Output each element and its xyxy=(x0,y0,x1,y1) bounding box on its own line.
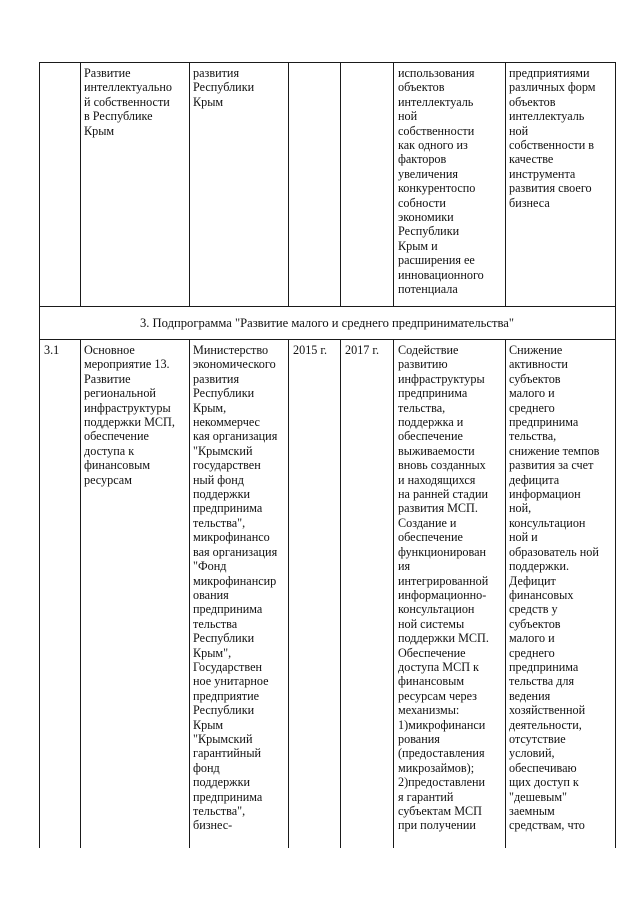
executor-cell: Министерство экономического развития Республики Крым, некоммерчес кая организация "Крымский государствен ный фонд поддержки предпринима тельства", микрофинансо вая организация "Фонд микрофинансир ования предпринима тельства Республики Крым", Государствен ное унитарное предприятие Республики Крым "Крымский гарантийный фонд поддержки предпринима тельства", бизнес- xyxy=(193,343,278,833)
col-border-5-upper xyxy=(393,62,394,306)
table-right-border xyxy=(615,62,616,848)
col-border-4-upper xyxy=(340,62,341,306)
cont-result-cell: использования объектов интеллектуаль ной собственности как одного из факторов увеличения конкурентоспо собности экономики Республики Крым и расширения ее инновационного потенциала xyxy=(398,66,484,297)
row-number-cell: 3.1 xyxy=(44,343,60,357)
col-border-2-upper xyxy=(189,62,190,306)
row-divider-upper xyxy=(39,306,616,307)
col-border-5-lower xyxy=(393,339,394,848)
col-border-6-lower xyxy=(505,339,506,848)
measure-cell: Основное мероприятие 13. Развитие региональной инфраструктуры поддержки МСП, обеспечение доступа к финансовым ресурсам xyxy=(84,343,175,487)
end-year-cell: 2017 г. xyxy=(345,343,380,357)
col-border-1-lower xyxy=(80,339,81,848)
subprogram-title: 3. Подпрограмма "Развитие малого и среднего предпринимательства" xyxy=(139,316,515,330)
start-year-cell: 2015 г. xyxy=(293,343,328,357)
result-cell: Содействие развитию инфраструктуры предпринима тельства, поддержка и обеспечение выживаемости вновь созданных и находящихся на ранней стадии развития МСП. Создание и обеспечение функционирован ия интегрированной информационно- консультацион ной системы поддержки МСП. Обеспечение доступа МСП к финансовым ресурсам через механизмы: 1)микрофинанси рования (предоставления микрозаймов); 2)предоставлени я гарантий субъектам МСП при получении xyxy=(398,343,489,833)
col-border-6-upper xyxy=(505,62,506,306)
table-left-border xyxy=(39,62,40,848)
col-border-3-lower xyxy=(288,339,289,848)
cont-consequence-cell: предприятиями различных форм объектов интеллектуаль ной собственности в качестве инструмента развития своего бизнеса xyxy=(509,66,596,210)
col-border-3-upper xyxy=(288,62,289,306)
table-top-border xyxy=(39,62,616,63)
cont-executor-cell: развития Республики Крым xyxy=(193,66,255,109)
section-divider xyxy=(39,339,616,340)
col-border-2-lower xyxy=(189,339,190,848)
col-border-1-upper xyxy=(80,62,81,306)
col-border-4-lower xyxy=(340,339,341,848)
cont-measure-cell: Развитие интеллектуально й собственности в Республике Крым xyxy=(84,66,172,138)
consequence-cell: Снижение активности субъектов малого и среднего предпринима тельства, снижение темпов развития за счет дефицита информацион ной, консультацион ной и образователь ной поддержки. Дефицит финансовых средств у субъектов малого и среднего предпринима тельства для ведения хозяйственной деятельности, отсутствие условий, обеспечиваю щих доступ к "дешевым" заемным средствам, что xyxy=(509,343,600,833)
